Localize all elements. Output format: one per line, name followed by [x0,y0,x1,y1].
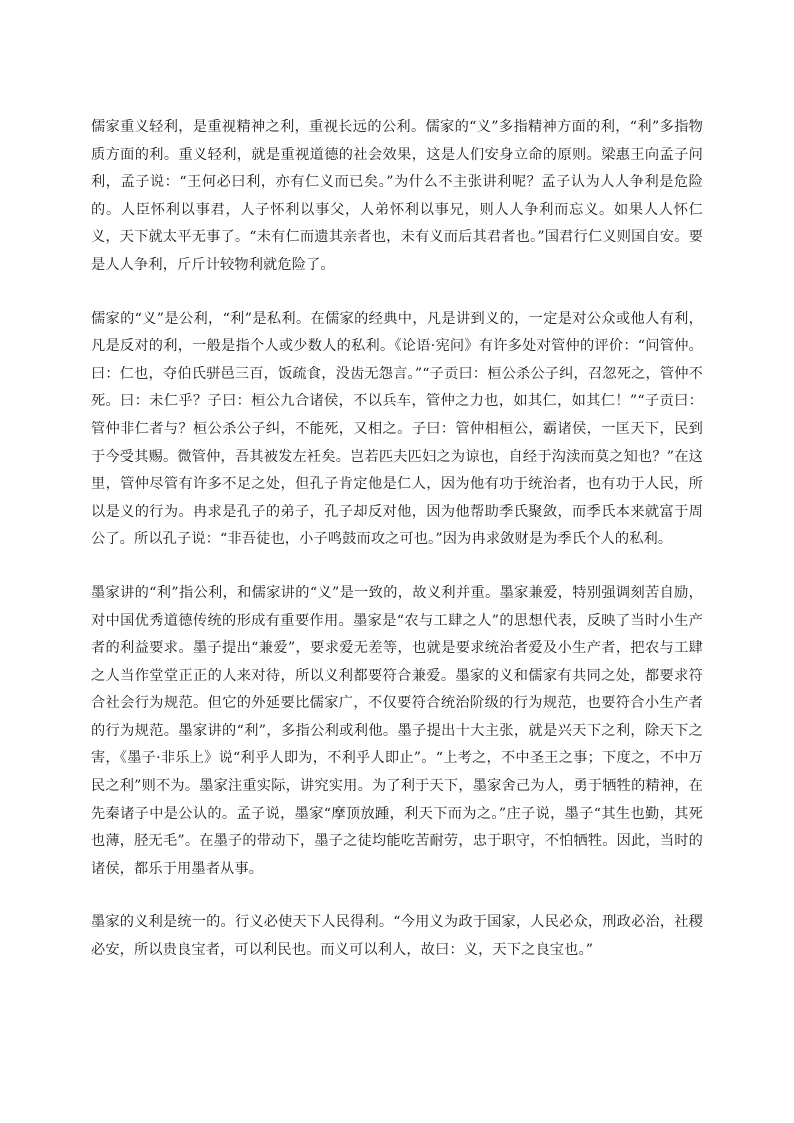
document-body [91,114,703,965]
paragraph-mohist-unity-of-righteousness-and-profit: 墨家的义利是统一的。行义必使天下人民得利。“今用义为政于国家，人民必众，刑政必治，社稷必安，所以贵良宝者，可以利民也。而义可以利人，故曰：义，天下之良宝也。” [91,914,703,959]
paragraph-mohist-public-profit: 墨家讲的“利”指公利，和儒家讲的“义”是一致的，故义利并重。墨家兼爱，特别强调刻苦自励，对中国优秀道德传统的形成有重要作用。墨家是“农与工肆之人”的思想代表，反映了当时小生产者的利益要求。墨子提出“兼爱”，要求爱无差等，也就是要求统治者爱及小生产者，把农与工肆之人当作堂堂正正的人来对待，所以义利都要符合兼爱。墨家的义和儒家有共同之处，都要求符合社会行为规范。但它的外延要比儒家广，不仅要符合统治阶级的行为规范，也要符合小生产者的行为规范。墨家讲的“利”，多指公利或利他。墨子提出十大主张，就是兴天下之利，除天下之害，《墨子·非乐上》说“利乎人即为，不利乎人即止”。“上考之，不中圣王之事；下度之，不中万民之利”则不为。墨家注重实际，讲究实用。为了利于天下，墨家舍己为人，勇于牺牲的精神，在先秦诸子中是公认的。孟子说，墨家“摩顶放踵，利天下而为之。”庄子说，墨子“其生也勤，其死也薄，胫无毛”。在墨子的带动下，墨子之徒均能吃苦耐劳，忠于职守，不怕牺牲。因此，当时的诸侯，都乐于用墨者从事。 [91,584,703,877]
paragraph-confucian-righteousness-over-profit: 儒家重义轻利，是重视精神之利，重视长远的公利。儒家的“义”多指精神方面的利，“利”多指物质方面的利。重义轻利，就是重视道德的社会效果，这是人们安身立命的原则。梁惠王向孟子问利，孟子说：“王何必曰利，亦有仁义而已矣。”为什么不主张讲利呢？孟子认为人人争利是危险的。人臣怀利以事君，人子怀利以事父，人弟怀利以事兄，则人人争利而忘义。如果人人怀仁义，天下就太平无事了。“未有仁而遗其亲者也，未有义而后其君者也。”国君行仁义则国自安。要是人人争利，斤斤计较物利就危险了。 [91,119,703,273]
paragraph-confucian-public-vs-private-profit: 儒家的“义”是公利，“利”是私利。在儒家的经典中，凡是讲到义的，一定是对公众或他人有利，凡是反对的利，一般是指个人或少数人的私利。《论语·宪问》有许多处对管仲的评价：“问管仲。曰：仁也，夺伯氏骈邑三百，饭疏食，没齿无怨言。”“子贡曰：桓公杀公子纠，召忽死之，管仲不死。曰：未仁乎？子曰：桓公九合诸侯，不以兵车，管仲之力也，如其仁，如其仁！”“子贡曰：管仲非仁者与？桓公杀公子纠，不能死，又相之。子曰：管仲相桓公，霸诸侯，一匡天下，民到于今受其赐。微管仲，吾其被发左衽矣。岂若匹夫匹妇之为谅也，自经于沟渎而莫之知也？”在这里，管仲尽管有许多不足之处，但孔子肯定他是仁人，因为他有功于统治者，也有功于人民，所以是义的行为。冉求是孔子的弟子，孔子却反对他，因为他帮助季氏聚敛，而季氏本来就富于周公了。所以孔子说：“非吾徒也，小子鸣鼓而攻之可也。”因为冉求敛财是为季氏个人的私利。 [91,310,703,548]
